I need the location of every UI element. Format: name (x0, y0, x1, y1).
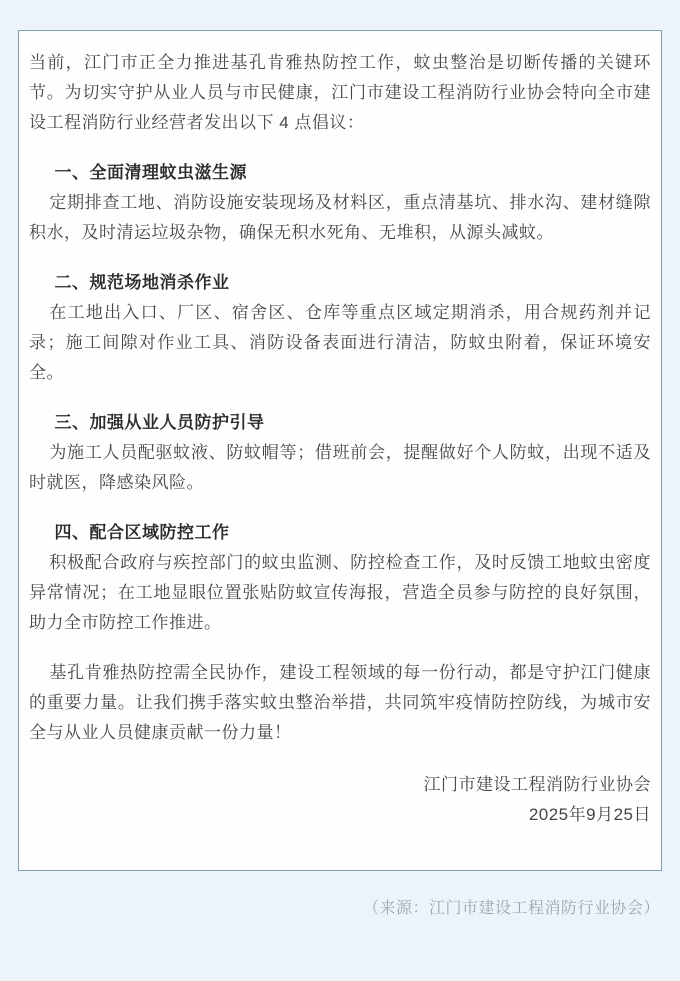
section-3-body: 为施工人员配驱蚊液、防蚊帽等；借班前会，提醒做好个人防蚊，出现不适及时就医，降感染风险。 (29, 443, 651, 492)
signature-date: 2025年9月25日 (528, 805, 651, 824)
signature-organization: 江门市建设工程消防行业协会 (423, 775, 651, 794)
closing-paragraph: 基孔肯雅热防控需全民协作，建设工程领域的每一份行动，都是守护江门健康的重要力量。让我们携手落实蚊虫整治举措，共同筑牢疫情防控防线，为城市安全与从业人员健康贡献一份力量！ (29, 663, 651, 742)
section-2-body: 在工地出入口、厂区、宿舍区、仓库等重点区域定期消杀，用合规药剂并记录；施工间隙对作业工具、消防设备表面进行清洁，防蚊虫附着，保证环境安全。 (29, 303, 651, 382)
section-4-body: 积极配合政府与疾控部门的蚊虫监测、防控检查工作，及时反馈工地蚊虫密度异常情况；在工地显眼位置张贴防蚊宣传海报，营造全员参与防控的良好氛围，助力全市防控工作推进。 (29, 553, 651, 632)
notice-card (18, 30, 662, 871)
section-4-heading: 四、配合区域防控工作 (54, 523, 230, 542)
source-attribution: （来源：江门市建设工程消防行业协会） (362, 900, 660, 917)
section-1-body: 定期排查工地、消防设施安装现场及材料区，重点清基坑、排水沟、建材缝隙积水，及时清运垃圾杂物，确保无积水死角、无堆积，从源头减蚊。 (29, 193, 651, 242)
section-1-heading: 一、全面清理蚊虫滋生源 (54, 163, 247, 182)
section-2-heading: 二、规范场地消杀作业 (54, 273, 230, 292)
intro-paragraph: 当前，江门市正全力推进基孔肯雅热防控工作，蚊虫整治是切断传播的关键环节。为切实守护从业人员与市民健康，江门市建设工程消防行业协会特向全市建设工程消防行业经营者发出以下 4 点倡议： (29, 53, 651, 132)
section-3-heading: 三、加强从业人员防护引导 (54, 413, 265, 432)
signature-block (29, 770, 651, 830)
